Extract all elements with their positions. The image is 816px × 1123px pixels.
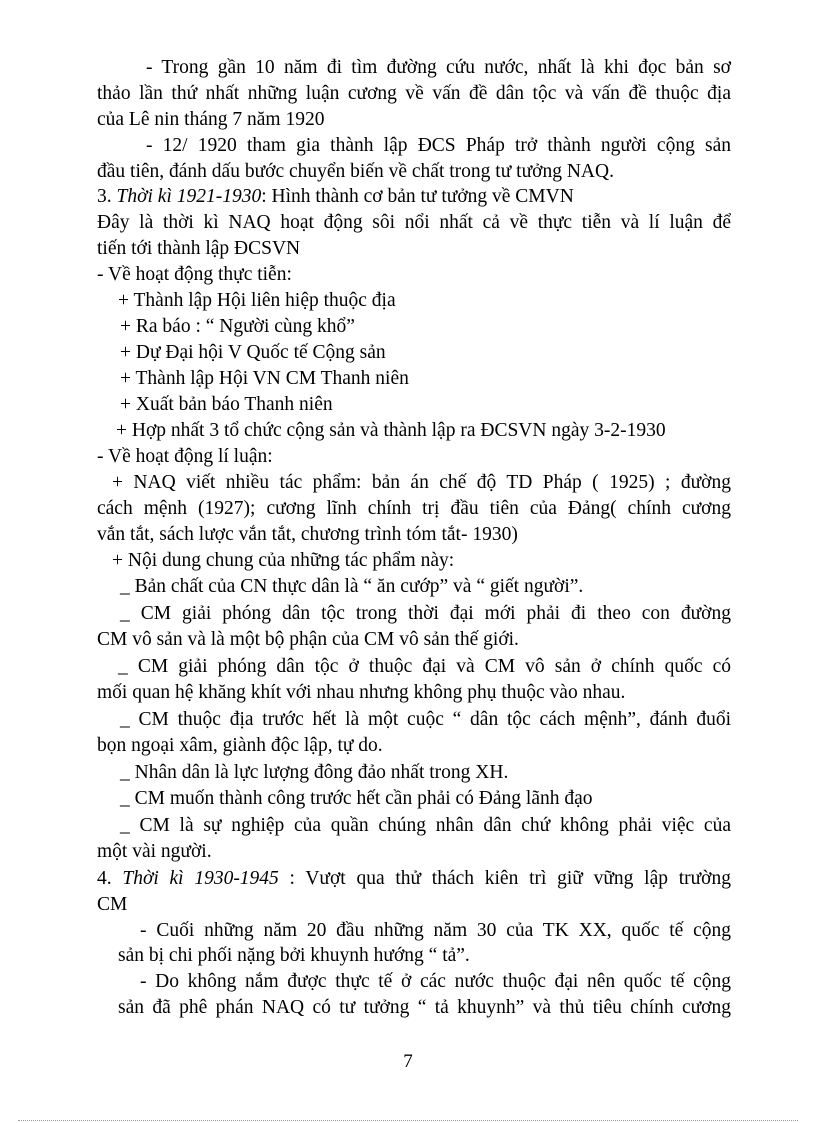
section-title: : Vượt qua thử thách kiên trì giữ vững lập trường: [278, 868, 731, 889]
bullet-item: + Thành lập Hội VN CM Thanh niên: [120, 368, 409, 389]
paragraph-line: Đây là thời kì NAQ hoạt động sôi nổi nhất cả về thực tiễn và lí luận để: [97, 212, 731, 233]
page-bottom-rule: [18, 1120, 798, 1121]
bullet-item: + Hợp nhất 3 tổ chức cộng sản và thành lập ra ĐCSVN ngày 3-2-1930: [116, 420, 666, 441]
section-heading-4: [97, 866, 731, 892]
paragraph-line: sản đã phê phán NAQ có tư tưởng “ tả khuynh” và thủ tiêu chính cương: [118, 997, 731, 1018]
paragraph-line: CM vô sản và là một bộ phận của CM vô sản thế giới.: [97, 629, 519, 650]
paragraph-line: một vài người.: [97, 841, 212, 862]
paragraph-line: vắn tắt, sách lược vắn tắt, chương trình tóm tắt- 1930): [97, 524, 518, 545]
paragraph-line: đầu tiên, đánh dấu bước chuyển biến về chất trong tư tưởng NAQ.: [97, 161, 614, 182]
section-period: Thời kì 1930-1945: [122, 868, 279, 889]
dash-item: _ CM giải phóng dân tộc trong thời đại mới phải đi theo con đường: [120, 603, 731, 624]
dash-item: _ CM là sự nghiệp của quần chúng nhân dân chứ không phải việc của: [120, 815, 731, 836]
paragraph-line: - Trong gần 10 năm đi tìm đường cứu nước, nhất là khi đọc bản sơ: [146, 57, 731, 78]
section-number: 3.: [97, 186, 112, 207]
dash-item: _ CM muốn thành công trước hết cần phải có Đảng lãnh đạo: [120, 788, 593, 809]
dash-item: _ CM thuộc địa trước hết là một cuộc “ dân tộc cách mệnh”, đánh đuổi: [120, 709, 731, 730]
paragraph-line: - 12/ 1920 tham gia thành lập ĐCS Pháp trở thành người cộng sản: [146, 135, 731, 156]
section-period: Thời kì 1921-1930: [116, 186, 262, 207]
bullet-item: + Ra báo : “ Người cùng khổ”: [120, 316, 355, 337]
paragraph-line: thảo lần thứ nhất những luận cương về vấn đề dân tộc và vấn đề thuộc địa: [97, 83, 731, 104]
paragraph-line: tiến tới thành lập ĐCSVN: [97, 238, 301, 259]
bullet-item: + NAQ viết nhiều tác phẩm: bản án chế độ TD Pháp ( 1925) ; đường: [112, 472, 731, 493]
paragraph-line: - Do không nắm được thực tế ở các nước thuộc đại nên quốc tế cộng: [140, 971, 731, 992]
dash-item: _ CM giải phóng dân tộc ở thuộc đại và CM vô sản ở chính quốc có: [118, 656, 731, 677]
section-number: 4.: [97, 868, 112, 889]
subheading-line: - Về hoạt động thực tiễn:: [97, 264, 292, 285]
bullet-item: + Dự Đại hội V Quốc tế Cộng sản: [120, 342, 386, 363]
paragraph-line: CM: [97, 894, 128, 915]
bullet-item: + Xuất bản báo Thanh niên: [120, 394, 333, 415]
section-heading-3: [97, 184, 731, 210]
paragraph-line: sản bị chi phối nặng bởi khuynh hướng “ tả”.: [118, 945, 470, 966]
subheading-line: - Về hoạt động lí luận:: [97, 446, 273, 467]
page-number: 7: [403, 1051, 413, 1072]
bullet-item: + Nội dung chung của những tác phẩm này:: [112, 550, 455, 571]
section-title: : Hình thành cơ bản tư tưởng về CMVN: [261, 186, 574, 207]
paragraph-line: bọn ngoại xâm, giành độc lập, tự do.: [97, 735, 383, 756]
dash-item: _ Bản chất của CN thực dân là “ ăn cướp” và “ giết người”.: [120, 576, 584, 597]
paragraph-line: của Lê nin tháng 7 năm 1920: [97, 109, 325, 130]
paragraph-line: - Cuối những năm 20 đầu những năm 30 của TK XX, quốc tế cộng: [140, 920, 731, 941]
bullet-item: + Thành lập Hội liên hiệp thuộc địa: [118, 290, 396, 311]
paragraph-line: cách mệnh (1927); cương lĩnh chính trị đầu tiên của Đảng( chính cương: [97, 498, 731, 519]
dash-item: _ Nhân dân là lực lượng đông đảo nhất trong XH.: [120, 762, 509, 783]
paragraph-line: mối quan hệ khăng khít với nhau nhưng không phụ thuộc vào nhau.: [97, 682, 626, 703]
